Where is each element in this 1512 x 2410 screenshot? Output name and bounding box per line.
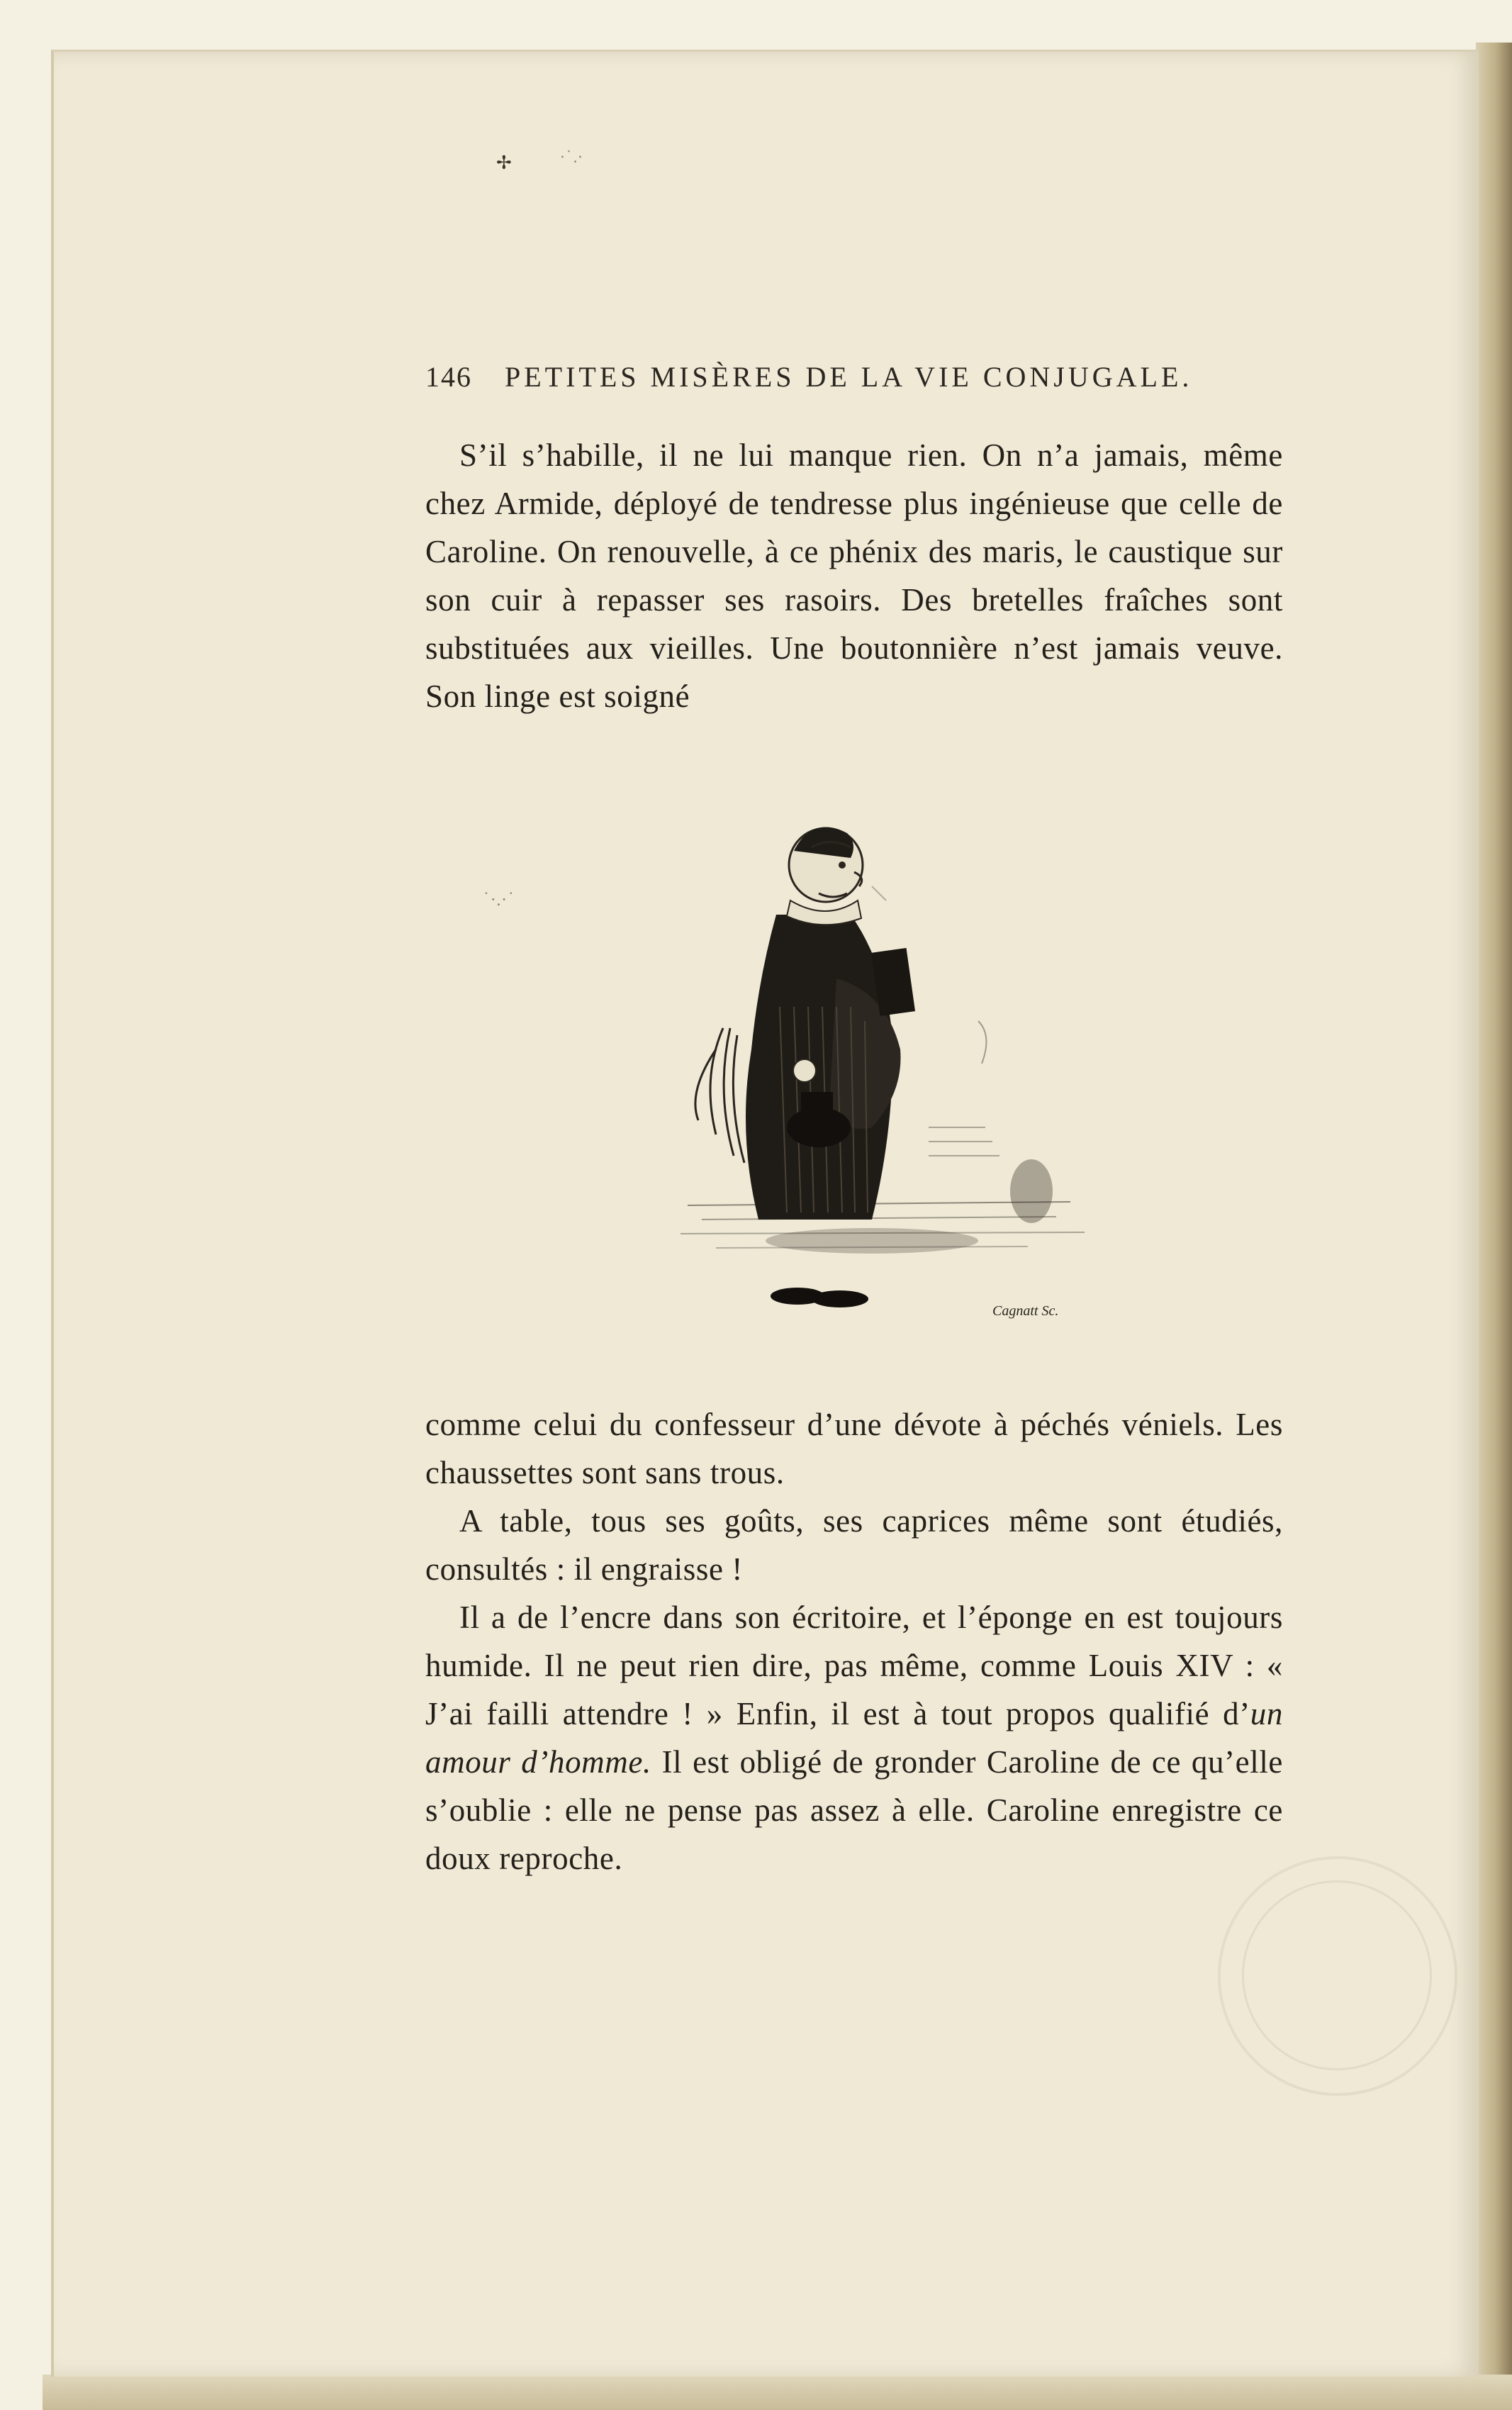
page-edge-right	[1476, 43, 1512, 2382]
paragraph	[425, 1593, 1283, 1882]
text-block-upper	[425, 431, 1283, 720]
ink-speck: ·˙.·	[560, 149, 583, 167]
page-number: 146	[425, 361, 472, 393]
paragraph: comme celui du confesseur d’une dévote à péchés véniels. Les chaussettes sont sans trous.	[425, 1407, 1283, 1490]
library-stamp	[1218, 1856, 1457, 2096]
paragraph: S’il s’habille, il ne lui manque rien. On n’a jamais, même chez Armide, déployé de tendresse plus ingénieuse que celle de Caroline. On renouvelle, à ce phénix des maris, le caustique sur son cuir à repasser ses rasoirs. Des bretelles fraîches sont substituées aux vieilles. Une boutonnière n’est jamais veuve. Son linge est soigné	[425, 437, 1283, 714]
page-edge-bottom	[43, 2375, 1512, 2410]
library-stamp-inner-ring	[1242, 1880, 1432, 2070]
priest-illustration	[659, 794, 1099, 1347]
text-block-lower	[425, 1400, 1283, 1882]
paragraph: A table, tous ses goûts, ses caprices même sont étudiés, consultés : il engraisse !	[425, 1503, 1283, 1587]
paragraph-text: Il est obligé de gronder Caroline de ce qu’elle s’oublie : elle ne pense pas assez à elle. Caroline enregistre ce doux reproche.	[425, 1744, 1283, 1876]
paragraph-text: Il a de l’encre dans son écritoire, et l’éponge en est toujours humide. Il ne peut rien dire, pas même, comme Louis XIV : « J’ai failli attendre ! » Enfin, il est à tout propos qualifié d’	[425, 1600, 1283, 1731]
engraver-signature: Cagnatt Sc.	[992, 1303, 1059, 1319]
ink-speck: ✢	[496, 152, 512, 174]
page-header	[425, 360, 1283, 403]
running-title: PETITES MISÈRES DE LA VIE CONJUGALE.	[505, 361, 1193, 393]
ink-speck: ˙·.·˙	[482, 890, 515, 910]
emphasized-phrase: un amour d’homme.	[425, 1696, 1283, 1780]
